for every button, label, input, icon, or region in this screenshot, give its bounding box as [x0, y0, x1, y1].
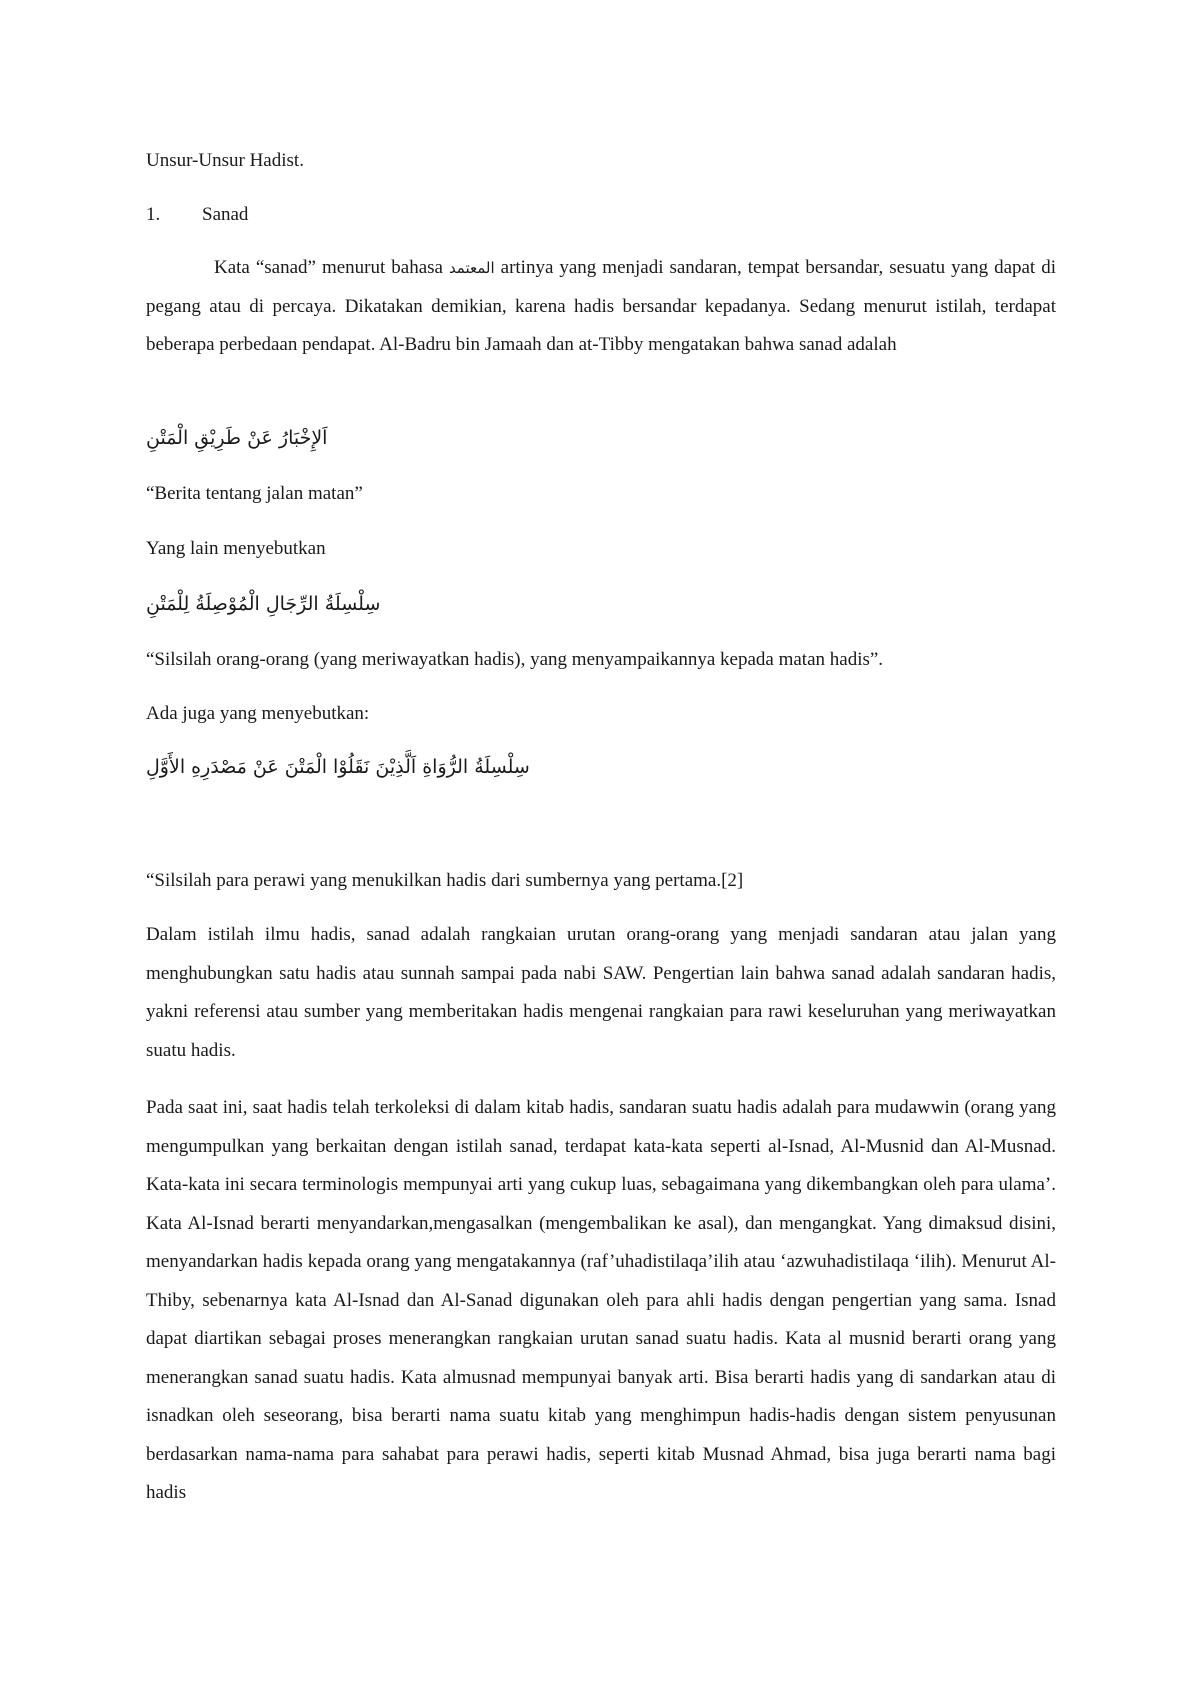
paragraph-isnad-explanation: Pada saat ini, saat hadis telah terkoleksi di dalam kitab hadis, sandaran suatu hadis adalah para mudawwin (orang yang mengumpulkan yang berkaitan dengan istilah sanad, terdapat kata-kata seperti al-Isnad, Al-Musnid dan Al-Musnad. Kata-kata ini secara terminologis mempunyai arti yang cukup luas, sebagaimana yang dikembangkan oleh para ulama’. Kata Al-Isnad berarti menyandarkan,mengasalkan (mengembalikan ke asal), dan mengangkat. Yang dimaksud disini, menyandarkan hadis kepada orang yang mengatakannya (raf’uhadistilaqa’ilih atau ‘azwuhadistilaqa ‘ilih). Menurut Al-Thiby, sebenarnya kata Al-Isnad dan Al-Sanad digunakan oleh para ahli hadis dengan pengertian yang sama. Isnad dapat diartikan sebagai proses menerangkan rangkaian urutan sanad suatu hadis. Kata al musnid berarti orang yang menerangkan sanad suatu hadis. Kata almusnad mempunyai banyak arti. Bisa berarti hadis yang di sandarkan atau di isnadkan oleh seseorang, bisa berarti nama suatu kitab yang menghimpun hadis-hadis dengan sistem penyusunan berdasarkan nama-nama para sahabat para perawi hadis, seperti kitab Musnad Ahmad, bisa juga berarti nama bagi hadis — [146, 1097, 1056, 1503]
section-title: Sanad — [202, 204, 249, 225]
paragraph-sanad-definition — [146, 249, 1056, 365]
inline-arabic-word: المعتمد — [448, 259, 495, 277]
paragraph-text-before-arabic: Kata “sanad” menurut bahasa — [214, 257, 449, 278]
paragraph-text-after-arabic: artinya yang menjadi sandaran, tempat bersandar, sesuatu yang dapat di pegang atau di percaya. Dikatakan demikian, karena hadis bersandar kepadanya. Sedang menurut istilah, terdapat beberapa perbedaan pendapat. Al-Badru bin Jamaah dan at-Tibby mengatakan bahwa sanad adalah — [146, 257, 1056, 355]
arabic-text: اَلإِخْبَارُ عَنْ طَرِيْقِ الْمَتْنِ — [146, 427, 328, 449]
arabic-definition-2 — [146, 585, 1056, 623]
translation-quote-1: “Berita tentang jalan matan” — [146, 483, 363, 504]
another-definition-intro: Ada juga yang menyebutkan: — [146, 703, 370, 724]
arabic-definition-3 — [146, 748, 1056, 786]
arabic-text: سِلْسِلَةُ الرُّوَاةِ اَلَّذِيْنَ نَقَلُوْا الْمَتْنَ عَنْ مَصْدَرِهِ الأَوَّلِ — [146, 756, 530, 778]
paragraph-sanad-term: Dalam istilah ilmu hadis, sanad adalah rangkaian urutan orang-orang yang menjadi sandaran atau jalan yang menghubungkan satu hadis atau sunnah sampai pada nabi SAW. Pengertian lain bahwa sanad adalah sandaran hadis, yakni referensi atau sumber yang memberitakan hadis mengenai rangkaian para rawi keseluruhan yang meriwayatkan suatu hadis. — [146, 924, 1056, 1061]
translation-quote-3: “Silsilah para perawi yang menukilkan hadis dari sumbernya yang pertama.[2] — [146, 870, 744, 891]
section-number: 1. — [146, 204, 161, 225]
other-definition-intro: Yang lain menyebutkan — [146, 538, 326, 559]
translation-quote-2: “Silsilah orang-orang (yang meriwayatkan hadis), yang menyampaikannya kepada matan hadis”. — [146, 649, 884, 670]
arabic-definition-1 — [146, 419, 1056, 457]
arabic-text: سِلْسِلَةُ الرِّجَالِ الْمُوْصِلَةُ لِلْمَتْنِ — [146, 593, 381, 615]
document-heading: Unsur-Unsur Hadist. — [146, 150, 304, 171]
